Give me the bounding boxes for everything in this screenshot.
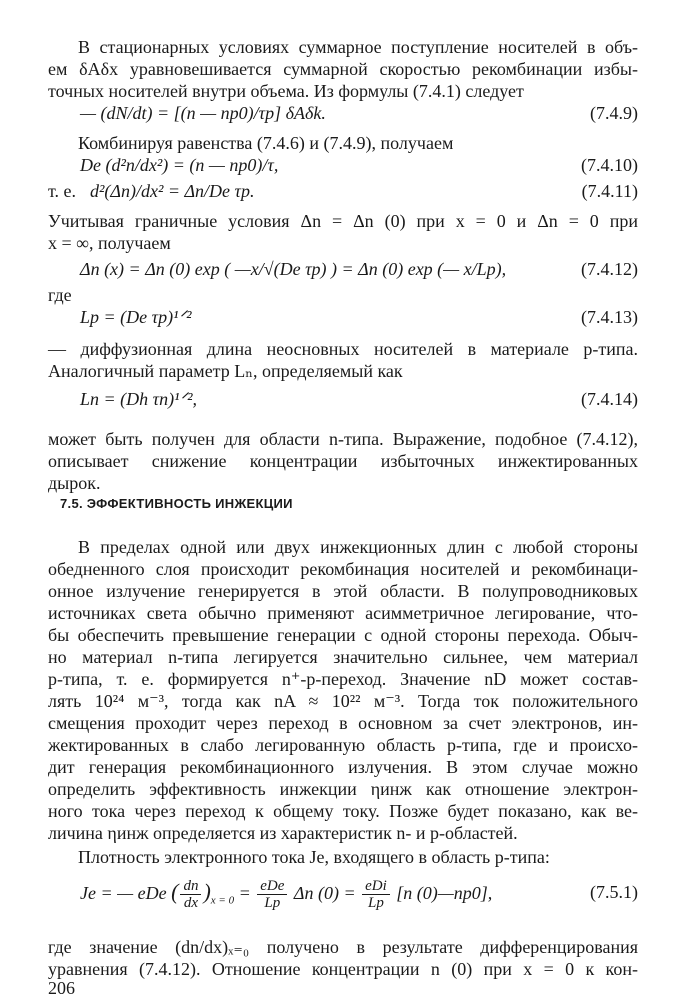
equation-expression: Je = — eDe ( $\frac{dn}{dx}$ )$_{x = 0}$ = $\frac{\text{eDe}}{Lp}$ Δn (0) = $\frac{\text{eDi}}{Lp}$ [n (0)—np0], [80,878,493,912]
equation-7-4-14 [48,384,638,414]
section-heading: 7.5. ЭФФЕКТИВНОСТЬ ИНЖЕКЦИИ [60,496,293,511]
text-line: лять 10²⁴ м⁻³, тогда как nA ≈ 10²² м⁻³. Тогда ток положительного [48,691,638,711]
text-line: ного тока через переход к общему току. Позже будет показано, как ве- [48,801,638,821]
text-line: жектированных в слабо легированную область p-типа, где и происхо- [48,735,638,755]
fraction-eDi-Lp: $\frac{\text{eDi}}{Lp}$ [362,878,390,911]
text-line: В стационарных условиях суммарное поступление носителей в объ- [78,37,638,57]
text-line: Учитывая граничные условия Δn = Δn (0) при x = 0 и Δn = 0 при [48,211,638,231]
text-line: В пределах одной или двух инжекционных длин с любой стороны [78,537,638,557]
text-line: онное излучение генерируется в этой области. В полупроводниковых [48,581,638,601]
eq-subscript: x = 0 [210,894,235,907]
text-line: но материал n-типа легируется значительно сильнее, чем материал [48,647,638,667]
text-line: ем δAδx уравновешивается суммарной скоростью рекомбинации избы- [48,59,638,79]
fraction-dn-dx: $\frac{dn}{dx}$ [180,878,201,911]
page-number: 206 [48,978,75,998]
equation-expression: Ln = (Dh τn)¹ᐟ², [80,389,197,409]
eq-lhs: Je = — eDe [80,883,167,903]
equation-7-4-12 [48,254,638,284]
equation-number: (7.4.11) [581,181,638,201]
equation-expression: De (d²n/dx²) = (n — np0)/τ, [80,155,279,175]
equation-expression: Δn (x) = Δn (0) exp ( —x/√(De τp) ) = Δn (0) exp (— x/Lp), [80,259,507,279]
text-line: p-типа, т. е. формируется n⁺-p-переход. Значение nD может состав- [48,669,638,689]
text-line: x = ∞, получаем [48,233,171,253]
equation-number: (7.5.1) [590,882,638,902]
text-line: где значение (dn/dx)ₓ₌₀ получено в результате дифференцирования [48,937,638,957]
text-line: — диффузионная длина неосновных носителей в материале p-типа. [48,339,638,359]
equation-number: (7.4.13) [581,307,638,327]
equation-7-5-1 [48,870,638,914]
text-line: Аналогичный параметр Lₙ, определяемый как [48,361,403,381]
text-line: смещения проходит через переход в основном за счет электронов, ин- [48,713,638,733]
text-line: личина ηинж определяется из характеристик n- и p-областей. [48,823,518,843]
text-line: описывает снижение концентрации избыточных инжектированных [48,451,638,471]
text-line: может быть получен для области n-типа. Выражение, подобное (7.4.12), [48,429,638,449]
equation-number: (7.4.12) [581,259,638,279]
text-line: бы обеспечить превышение генерации с одной стороны перехода. Обыч- [48,625,638,645]
equation-expression: — (dN/dt) = [(n — np0)/τp] δAδk. [80,103,326,123]
fraction-eDe-Lp: $\frac{\text{eDe}}{Lp}$ [257,878,287,911]
text-line: точных носителей внутри объема. Из формулы (7.4.1) следует [48,81,524,101]
equation-expression: Lp = (De τp)¹ᐟ² [80,307,192,327]
text-line: дырок. [48,473,101,493]
text-line: источниках света обычно применяют асимметричное легирование, что- [48,603,638,623]
text-line: где [48,285,72,305]
equation-7-4-11 [48,176,638,206]
equation-prefix: т. е. [48,181,77,201]
equation-number: (7.4.10) [581,155,638,175]
text-line: обедненного слоя происходит рекомбинация носителей и рекомбинаци- [48,559,638,579]
equation-number: (7.4.14) [581,389,638,409]
text-line: дит генерация рекомбинационного излучения. В этом случае можно [48,757,638,777]
text-line: Комбинируя равенства (7.4.6) и (7.4.9), получаем [78,133,454,153]
text-line: Плотность электронного тока Je, входящего в область p-типа: [78,847,550,867]
text-line: уравнения (7.4.12). Отношение концентрации n (0) при x = 0 к кон- [48,959,638,979]
equation-7-4-9 [48,98,638,128]
equation-expression: d²(Δn)/dx² = Δn/De τp. [90,181,255,201]
equation-number: (7.4.9) [590,103,638,123]
equation-7-4-13 [48,302,638,332]
text-line: определить эффективность инжекции ηинж как отношение электрон- [48,779,638,799]
